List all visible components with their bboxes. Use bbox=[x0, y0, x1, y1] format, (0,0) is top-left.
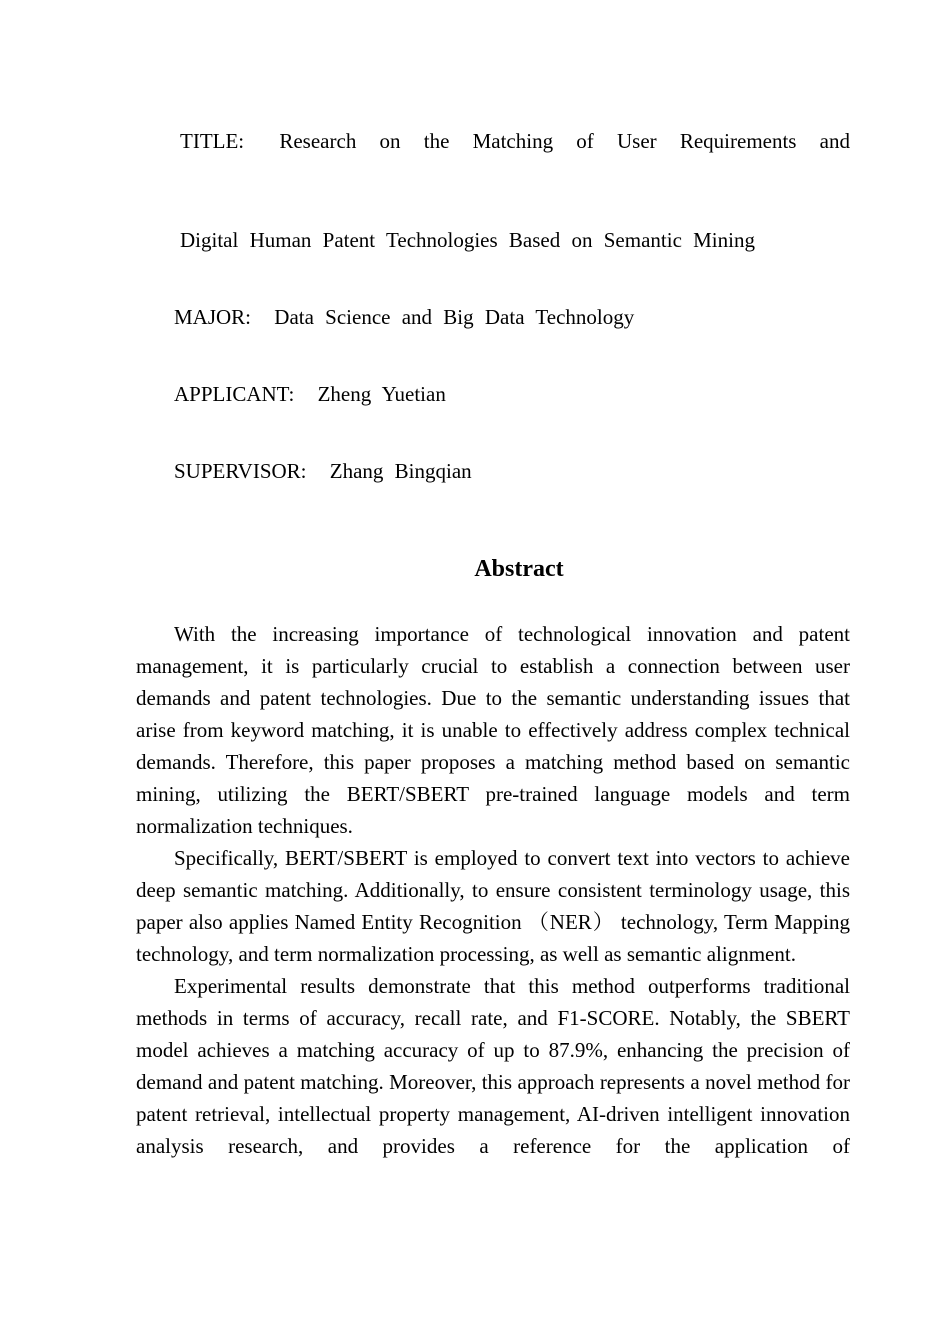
title-label: TITLE: bbox=[180, 129, 245, 153]
supervisor-label: SUPERVISOR: bbox=[174, 459, 307, 483]
title-text-line-2: Digital Human Patent Technologies Based on Semantic Mining bbox=[180, 228, 755, 252]
supervisor-value: Zhang Bingqian bbox=[329, 459, 472, 483]
title-line-2 bbox=[180, 226, 755, 254]
applicant-line bbox=[174, 380, 446, 408]
abstract-paragraph-1: With the increasing importance of technological innovation and patent management, it is particularly crucial to establish a connection between user demands and patent technologies. Due to the semantic understanding issues that arise from keyword matching, it is unable to effectively address complex technical demands. Therefore, this paper proposes a matching method based on semantic mining, utilizing the BERT/SBERT pre-trained language models and term normalization techniques. bbox=[136, 622, 850, 838]
abstract-body bbox=[136, 618, 850, 1162]
major-label: MAJOR: bbox=[174, 305, 252, 329]
abstract-paragraph-2: Specifically, BERT/SBERT is employed to convert text into vectors to achieve deep semantic matching. Additionally, to ensure consistent terminology usage, this paper also applies Named Entity Recognition （NER） technology, Term Mapping technology, and term normalization processing, as well as semantic alignment. bbox=[136, 846, 850, 966]
abstract-paragraph-3: Experimental results demonstrate that this method outperforms traditional methods in terms of accuracy, recall rate, and F1-SCORE. Notably, the SBERT model achieves a matching accuracy of up to 87.9%, enhancing the precision of demand and patent matching. Moreover, this approach represents a novel method for patent retrieval, intellectual property management, AI-driven intelligent innovation analysis research, and provides a reference for the application of bbox=[136, 974, 850, 1158]
applicant-label: APPLICANT: bbox=[174, 382, 295, 406]
supervisor-line bbox=[174, 457, 472, 485]
title-text-line-1: Research on the Matching of User Requirements and bbox=[279, 129, 851, 153]
applicant-value: Zheng Yuetian bbox=[317, 382, 446, 406]
abstract-heading: Abstract bbox=[474, 556, 564, 582]
title-line-1 bbox=[180, 127, 850, 155]
major-line bbox=[174, 303, 634, 331]
major-value: Data Science and Big Data Technology bbox=[274, 305, 635, 329]
